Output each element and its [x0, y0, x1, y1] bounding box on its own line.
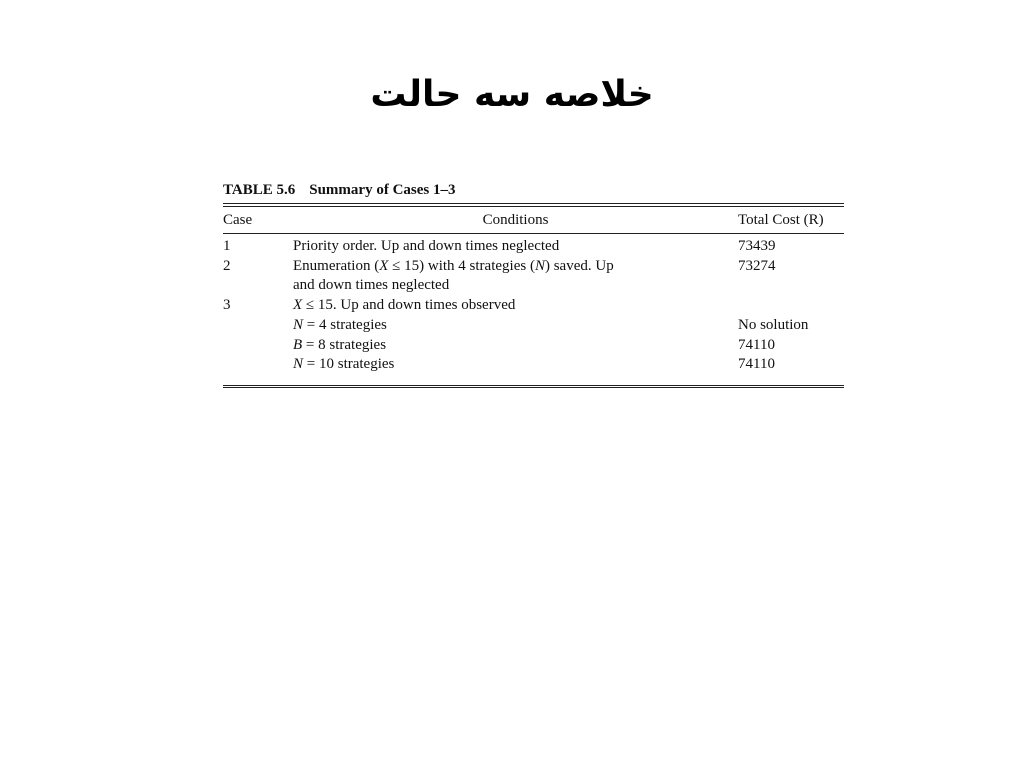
case-cell	[223, 336, 293, 356]
header-total-cost: Total Cost (R)	[738, 211, 824, 228]
cost-cell: 74110	[738, 356, 775, 373]
table-row	[223, 336, 844, 356]
condition-cell: Enumeration (X ≤ 15) with 4 strategies (N) saved. Up	[293, 257, 614, 274]
case-cell	[223, 316, 293, 336]
case-cell: 1	[223, 238, 231, 254]
cost-cell: 74110	[738, 336, 775, 353]
table-row	[223, 237, 844, 257]
table-bottom-rule	[223, 385, 844, 388]
case-cell	[223, 355, 293, 375]
condition-cell: N = 10 strategies	[293, 356, 395, 373]
cost-cell: 73439	[738, 238, 776, 254]
condition-cell: and down times neglected	[293, 277, 450, 294]
slide-title: خلاصه سه حالت	[370, 74, 654, 115]
cost-cell: No solution	[738, 316, 809, 333]
table-row	[223, 257, 844, 277]
case-cell	[223, 276, 293, 296]
cost-cell	[738, 276, 844, 296]
table-row	[223, 316, 844, 336]
table-row	[223, 296, 844, 316]
case-cell: 3	[223, 297, 231, 314]
table-row	[223, 355, 844, 375]
case-cell: 2	[223, 257, 231, 274]
header-conditions: Conditions	[482, 211, 549, 228]
cost-cell: 73274	[738, 257, 776, 274]
cost-cell	[738, 296, 844, 316]
table-caption-title: Summary of Cases 1–3	[309, 182, 456, 198]
condition-cell: X ≤ 15. Up and down times observed	[293, 297, 516, 314]
summary-table	[223, 207, 844, 385]
table-row	[223, 276, 844, 296]
table-header-row	[223, 207, 844, 233]
table-caption-label: TABLE 5.6	[223, 182, 296, 198]
header-case: Case	[223, 211, 253, 228]
condition-cell: B = 8 strategies	[293, 336, 387, 353]
table-figure	[223, 179, 844, 388]
condition-cell: N = 4 strategies	[293, 316, 387, 333]
table-caption	[223, 179, 844, 201]
condition-cell: Priority order. Up and down times neglected	[293, 238, 560, 254]
